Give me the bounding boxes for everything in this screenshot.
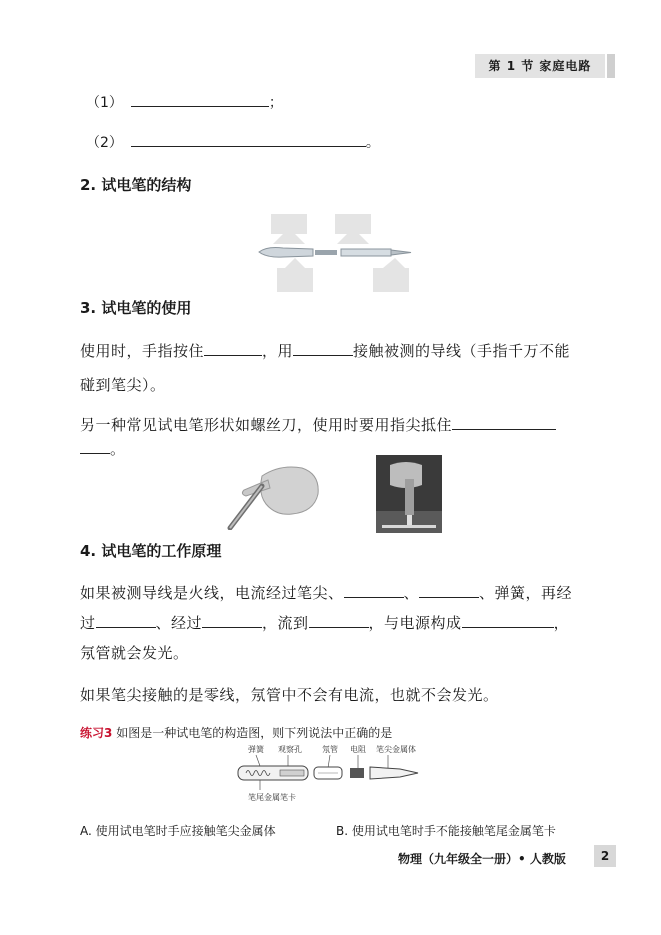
- exercise-question: 练习3 如图是一种试电笔的构造图，则下列说法中正确的是: [80, 726, 393, 740]
- section-header: 第 1 节 家庭电路: [475, 54, 605, 78]
- blank-5[interactable]: [452, 428, 556, 430]
- blank-2[interactable]: [131, 145, 366, 147]
- blank-3[interactable]: [204, 354, 262, 356]
- label-box-bottom-right: [373, 268, 409, 292]
- label-pointer-bottom-right: [383, 258, 405, 268]
- diagram-label-resistor: 电阻: [350, 745, 366, 754]
- pen-neon-tube: [315, 250, 337, 255]
- diagram-label-clip: 笔尾金属笔卡: [248, 793, 296, 802]
- principle-line-2: 过 、经过 ，流到 ，与电源构成 ，: [80, 614, 570, 632]
- principle-line-1: 如果被测导线是火线，电流经过笔尖、 、 、弹簧，再经: [80, 584, 573, 602]
- usage-line-3: 另一种常见试电笔形状如螺丝刀，使用时要用指尖抵住: [80, 414, 556, 435]
- page-number: 2: [594, 845, 616, 867]
- usage-line-2: 碰到笔尖）。: [80, 376, 166, 394]
- label-box-bottom-left: [277, 268, 313, 292]
- fill-item-2: （2） 。: [86, 135, 380, 151]
- blank-7[interactable]: [419, 596, 479, 598]
- pen-tip: [391, 250, 411, 255]
- blank-1[interactable]: [131, 105, 269, 107]
- usage-line-4: 。: [80, 438, 126, 459]
- section-title-structure: 2. 试电笔的结构: [80, 176, 192, 194]
- section-title-usage: 3. 试电笔的使用: [80, 299, 192, 317]
- photo-screwdriver-tester: [376, 455, 442, 533]
- principle-line-4: 如果笔尖接触的是零线，氖管中不会有电流，也就不会发光。: [80, 686, 499, 704]
- pen-body: [341, 249, 391, 256]
- diagram-resistor: [350, 768, 364, 778]
- header-decor-bar: [607, 54, 615, 78]
- label-pointer-top-right: [337, 234, 369, 244]
- label-box-top-right: [335, 214, 371, 234]
- pen-left-part: [259, 248, 313, 258]
- pen-structure-figure: [255, 212, 415, 294]
- photo-hand-pen: [222, 460, 322, 530]
- diagram-label-window: 观察孔: [278, 745, 302, 754]
- footer-book-title: 物理（九年级全一册）• 人教版: [398, 852, 566, 866]
- label-pointer-top-left: [273, 234, 305, 244]
- blank-5-cont[interactable]: [80, 452, 110, 454]
- blank-9[interactable]: [202, 626, 262, 628]
- blank-6[interactable]: [344, 596, 404, 598]
- blank-10[interactable]: [309, 626, 369, 628]
- label-box-top-left: [271, 214, 307, 234]
- blank-8[interactable]: [96, 626, 156, 628]
- blank-4[interactable]: [293, 354, 353, 356]
- diagram-window: [280, 770, 304, 776]
- diagram-label-tip: 笔尖金属体: [376, 745, 416, 754]
- label-pointer-bottom-left: [285, 258, 305, 268]
- diagram-label-neon: 氖管: [322, 745, 338, 754]
- usage-line-1: 使用时，手指按住 ，用 接触被测的导线（手指千万不能: [80, 342, 571, 360]
- option-a[interactable]: A. 使用试电笔时手应接触笔尖金属体: [80, 824, 276, 838]
- fill-item-1: （1） ；: [86, 95, 283, 111]
- diagram-tip: [370, 767, 418, 779]
- principle-line-3: 氖管就会发光。: [80, 644, 189, 662]
- section-title-principle: 4. 试电笔的工作原理: [80, 542, 222, 560]
- blank-11[interactable]: [462, 626, 554, 628]
- exercise-label: 练习3: [80, 726, 113, 740]
- exercise-pen-diagram: [230, 742, 430, 806]
- diagram-label-spring: 弹簧: [248, 745, 264, 754]
- option-b[interactable]: B. 使用试电笔时手不能接触笔尾金属笔卡: [336, 824, 556, 838]
